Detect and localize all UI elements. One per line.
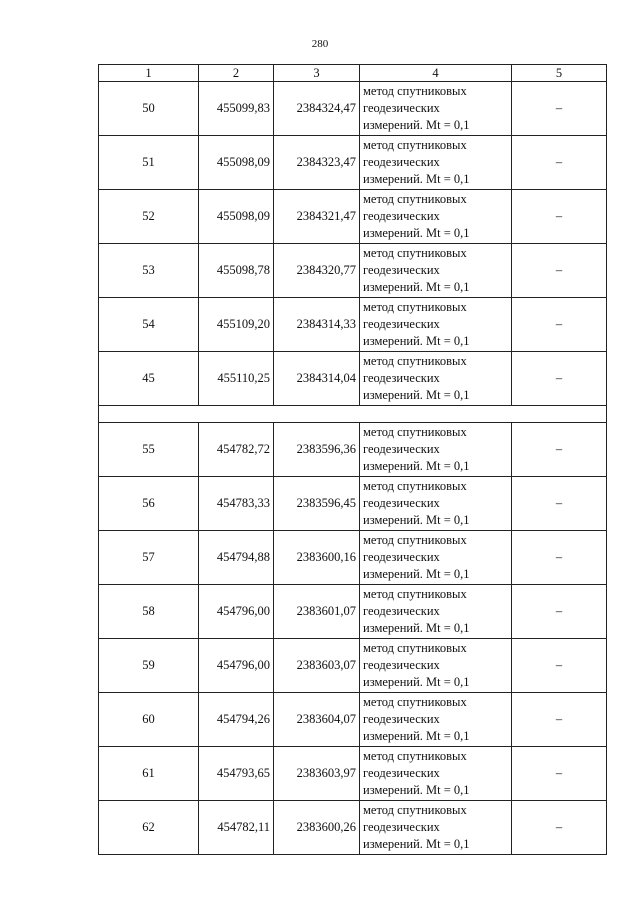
table-row [99,136,607,190]
point-number: 56 [99,477,199,531]
dash-cell: – [512,244,607,298]
method-description [360,477,512,531]
column-header: 5 [512,65,607,82]
coord-y: 2383600,16 [274,531,360,585]
method-line: геодезических [363,371,440,385]
coord-x: 455098,09 [199,136,274,190]
column-header: 1 [99,65,199,82]
coord-x: 454796,00 [199,585,274,639]
table-row [99,244,607,298]
method-line: метод спутниковых [363,695,467,709]
method-line: измерений. Mt = 0,1 [363,334,470,348]
method-line: геодезических [363,263,440,277]
method-line: метод спутниковых [363,300,467,314]
group-separator-row [99,406,607,423]
dash-cell: – [512,298,607,352]
coord-y: 2384323,47 [274,136,360,190]
point-number: 62 [99,801,199,855]
method-line: геодезических [363,766,440,780]
method-line: геодезических [363,712,440,726]
coord-x: 454793,65 [199,747,274,801]
coord-y: 2384321,47 [274,190,360,244]
coord-x: 455109,20 [199,298,274,352]
column-header: 4 [360,65,512,82]
dash-cell: – [512,190,607,244]
coord-y: 2383596,45 [274,477,360,531]
table-row [99,639,607,693]
method-line: метод спутниковых [363,246,467,260]
coord-y: 2383604,07 [274,693,360,747]
coord-x: 455099,83 [199,82,274,136]
dash-cell: – [512,423,607,477]
method-line: метод спутниковых [363,479,467,493]
dash-cell: – [512,639,607,693]
method-line: метод спутниковых [363,138,467,152]
method-description [360,693,512,747]
method-line: измерений. Mt = 0,1 [363,226,470,240]
coord-x: 454796,00 [199,639,274,693]
method-line: метод спутниковых [363,803,467,817]
method-line: метод спутниковых [363,533,467,547]
coord-y: 2383600,26 [274,801,360,855]
method-description [360,244,512,298]
method-line: метод спутниковых [363,749,467,763]
method-line: метод спутниковых [363,192,467,206]
method-description [360,639,512,693]
method-line: метод спутниковых [363,84,467,98]
point-number: 60 [99,693,199,747]
method-description [360,747,512,801]
method-description [360,190,512,244]
method-description [360,82,512,136]
method-line: геодезических [363,820,440,834]
coord-y: 2384314,33 [274,298,360,352]
point-number: 58 [99,585,199,639]
method-line: измерений. Mt = 0,1 [363,783,470,797]
coord-x: 455098,78 [199,244,274,298]
method-description [360,352,512,406]
dash-cell: – [512,531,607,585]
dash-cell: – [512,352,607,406]
table-header-row [99,65,607,82]
method-line: геодезических [363,658,440,672]
coord-y: 2384320,77 [274,244,360,298]
table-row [99,585,607,639]
method-line: измерений. Mt = 0,1 [363,513,470,527]
coord-x: 454794,26 [199,693,274,747]
method-line: измерений. Mt = 0,1 [363,567,470,581]
method-line: геодезических [363,442,440,456]
coordinates-table [98,64,607,855]
table-row [99,82,607,136]
method-line: геодезических [363,317,440,331]
table-row [99,801,607,855]
method-description [360,531,512,585]
table-row [99,190,607,244]
point-number: 51 [99,136,199,190]
method-line: измерений. Mt = 0,1 [363,621,470,635]
table-row [99,747,607,801]
method-description [360,136,512,190]
method-line: геодезических [363,101,440,115]
page-number: 280 [311,38,329,50]
method-description [360,423,512,477]
coord-y: 2383601,07 [274,585,360,639]
point-number: 54 [99,298,199,352]
dash-cell: – [512,585,607,639]
table-row [99,352,607,406]
method-line: измерений. Mt = 0,1 [363,280,470,294]
dash-cell: – [512,82,607,136]
method-line: метод спутниковых [363,587,467,601]
coord-x: 454782,72 [199,423,274,477]
coord-x: 454783,33 [199,477,274,531]
method-line: измерений. Mt = 0,1 [363,172,470,186]
method-description [360,801,512,855]
point-number: 57 [99,531,199,585]
column-header: 3 [274,65,360,82]
method-description [360,585,512,639]
point-number: 45 [99,352,199,406]
method-line: геодезических [363,209,440,223]
method-line: геодезических [363,155,440,169]
method-line: геодезических [363,604,440,618]
coord-y: 2383603,07 [274,639,360,693]
dash-cell: – [512,477,607,531]
dash-cell: – [512,693,607,747]
method-line: измерений. Mt = 0,1 [363,459,470,473]
method-line: измерений. Mt = 0,1 [363,675,470,689]
point-number: 61 [99,747,199,801]
dash-cell: – [512,801,607,855]
dash-cell: – [512,136,607,190]
coord-x: 455098,09 [199,190,274,244]
table-row [99,477,607,531]
point-number: 55 [99,423,199,477]
column-header: 2 [199,65,274,82]
method-line: измерений. Mt = 0,1 [363,118,470,132]
coord-x: 454794,88 [199,531,274,585]
coord-y: 2383596,36 [274,423,360,477]
coord-y: 2383603,97 [274,747,360,801]
method-description [360,298,512,352]
dash-cell: – [512,747,607,801]
method-line: измерений. Mt = 0,1 [363,388,470,402]
coord-x: 454782,11 [199,801,274,855]
table-row [99,423,607,477]
coord-y: 2384324,47 [274,82,360,136]
coord-y: 2384314,04 [274,352,360,406]
method-line: геодезических [363,496,440,510]
table-row [99,531,607,585]
table-row [99,298,607,352]
method-line: метод спутниковых [363,425,467,439]
method-line: измерений. Mt = 0,1 [363,837,470,851]
method-line: метод спутниковых [363,641,467,655]
method-line: измерений. Mt = 0,1 [363,729,470,743]
coord-x: 455110,25 [199,352,274,406]
table-row [99,693,607,747]
point-number: 52 [99,190,199,244]
point-number: 50 [99,82,199,136]
point-number: 59 [99,639,199,693]
separator-cell [99,406,607,423]
point-number: 53 [99,244,199,298]
method-line: геодезических [363,550,440,564]
method-line: метод спутниковых [363,354,467,368]
